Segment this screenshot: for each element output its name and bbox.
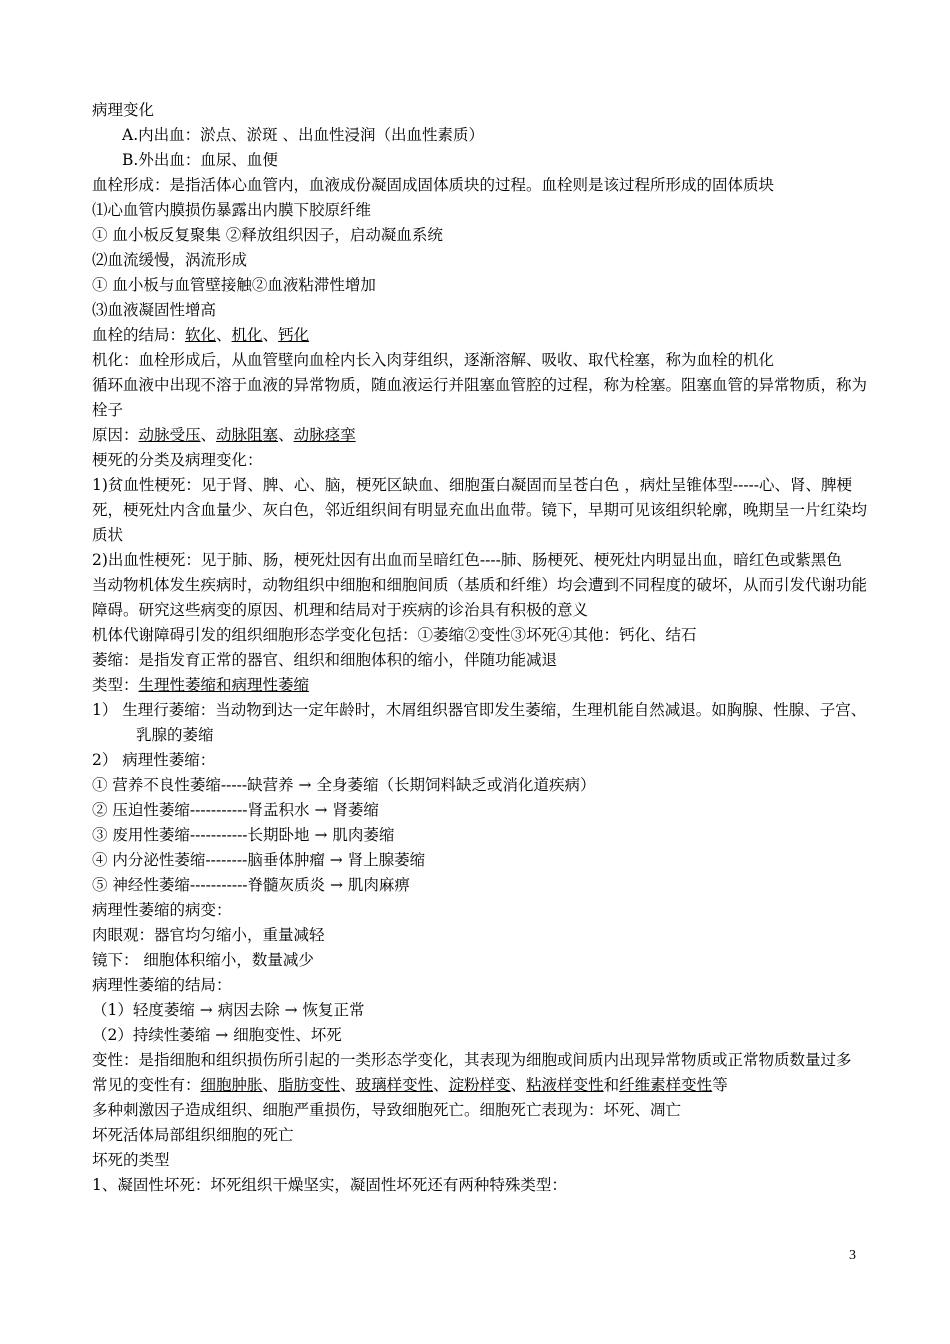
atrophy-types-value: 生理性萎缩和病理性萎缩 <box>138 676 310 694</box>
sep: 、 <box>200 426 217 444</box>
atrophy-lesion-heading: 病理性萎缩的病变： <box>92 901 232 919</box>
cell-death-line: 多种刺激因子造成组织、细胞严重损伤，导致细胞死亡。细胞死亡表现为：坏死、凋亡 <box>92 1101 682 1119</box>
page-content <box>92 98 872 1198</box>
sep: 、 <box>340 1076 356 1094</box>
mucoid-degeneration: 粘液样变性 <box>526 1076 604 1094</box>
morphology-changes-line: 机体代谢障碍引发的组织细胞形态学变化包括：①萎缩②变性③坏死④其他：钙化、结石 <box>92 626 697 644</box>
sep: 、 <box>216 326 232 344</box>
atrophy-subtype-4: ④ 内分泌性萎缩--------脑垂体肿瘤 → 肾上腺萎缩 <box>92 851 426 869</box>
disease-intro-paragraph: 当动物机体发生疾病时，动物组织中细胞和细胞间质（基质和纤维）均会遭到不同程度的破坏，从而引发代谢功能障碍。研究这些病变的原因、机理和结局对于疾病的诊治具有积极的意义 <box>92 576 868 619</box>
embolism-definition: 循环血液中出现不溶于血液的异常物质，随血液运行并阻塞血管腔的过程，称为栓塞。阻塞血管的异常物质，称为栓子 <box>92 376 868 419</box>
amyloid-degeneration: 淀粉样变 <box>448 1076 511 1094</box>
hyaline-degeneration: 玻璃样变性 <box>355 1076 434 1094</box>
heading-pathology-changes: 病理变化 <box>92 101 155 119</box>
gross-observation: 肉眼观：器官均匀缩小，重量减轻 <box>92 926 325 944</box>
microscopic-observation: 镜下： 细胞体积缩小，数量减少 <box>92 951 314 969</box>
necrosis-definition: 坏死活体局部组织细胞的死亡 <box>92 1126 294 1144</box>
fibrinoid-degeneration: 纤维素样变性 <box>619 1076 713 1094</box>
page-number: 3 <box>849 1248 856 1263</box>
cause-item-2-detail: ① 血小板与血管壁接触②血液粘滞性增加 <box>92 276 376 294</box>
sep: 、 <box>510 1076 527 1094</box>
sep: 、 <box>262 1076 279 1094</box>
cause-compression: 动脉受压 <box>138 426 201 444</box>
sep: 和 <box>603 1076 620 1094</box>
atrophy-types <box>92 673 872 698</box>
degeneration-label: 常见的变性有： <box>92 1076 201 1094</box>
necrosis-types-heading: 坏死的类型 <box>92 1151 170 1169</box>
outcome-organization: 机化 <box>231 326 263 344</box>
external-bleeding-line: B.外出血：血尿、血便 <box>122 151 278 169</box>
outcome-calcification: 钙化 <box>278 326 310 344</box>
physiological-atrophy-item: 1） 生理行萎缩：当动物到达一定年龄时，木屑组织器官即发生萎缩，生理机能自然减退。如胸腺、性腺、子宫、乳腺的萎缩 <box>92 701 867 744</box>
atrophy-outcome-heading: 病理性萎缩的结局： <box>92 976 232 994</box>
sep: 、 <box>433 1076 449 1094</box>
atrophy-types-label: 类型： <box>92 676 139 694</box>
atrophy-subtype-3: ③ 废用性萎缩-----------长期卧地 → 肌肉萎缩 <box>92 826 395 844</box>
cell-swelling: 细胞肿胀 <box>200 1076 263 1094</box>
atrophy-subtype-1: ① 营养不良性萎缩-----缺营养 → 全身萎缩（长期饲料缺乏或消化道疾病） <box>92 776 596 794</box>
anemic-infarct-paragraph: 1)贫血性梗死：见于肾、脾、心、脑，梗死区缺血、细胞蛋白凝固而呈苍白色 ，病灶呈锥体型-----心、肾、脾梗死，梗死灶内含血量少、灰白色，邻近组织间有明显充血出血带。镜下，早期可见该组织轮廓，晚期呈一片红染均质状 <box>92 476 868 544</box>
fatty-degeneration: 脂肪变性 <box>278 1076 341 1094</box>
organization-definition: 机化：血栓形成后，从血管壁向血栓内长入肉芽组织，逐渐溶解、吸收、取代栓塞，称为血栓的机化 <box>92 351 775 369</box>
outcome-softening: 软化 <box>185 326 217 344</box>
sep: 、 <box>262 326 279 344</box>
atrophy-outcome-2: （2）持续性萎缩 → 细胞变性、坏死 <box>92 1026 342 1044</box>
thrombus-outcome <box>92 323 872 348</box>
cause-obstruction: 动脉阻塞 <box>216 426 279 444</box>
cause-item-1-detail: ① 血小板反复聚集 ②释放组织因子，启动凝血系统 <box>92 226 443 244</box>
atrophy-definition: 萎缩：是指发育正常的器官、组织和细胞体积的缩小，伴随功能减退 <box>92 651 558 669</box>
infarct-classification-heading: 梗死的分类及病理变化： <box>92 451 263 469</box>
atrophy-subtype-5: ⑤ 神经性萎缩-----------脊髓灰质炎 → 肌肉麻痹 <box>92 876 410 894</box>
pathological-atrophy-item: 2） 病理性萎缩： <box>92 751 216 769</box>
degeneration-definition: 变性：是指细胞和组织损伤所引起的一类形态学变化，其表现为细胞或间质内出现异常物质或正常物质数量过多 <box>92 1051 852 1069</box>
cause-item-2: ⑵血流缓慢，涡流形成 <box>92 251 248 269</box>
suffix: 等 <box>712 1076 728 1094</box>
hemorrhagic-infarct-paragraph: 2)出血性梗死：见于肺、肠，梗死灶因有出血而呈暗红色----肺、肠梗死、梗死灶内明显出血，暗红色或紫黑色 <box>92 551 842 569</box>
cause-line <box>92 423 872 448</box>
coagulative-necrosis: 1、凝固性坏死：坏死组织干燥坚实，凝固性坏死还有两种特殊类型： <box>92 1176 567 1194</box>
cause-item-3: ⑶血液凝固性增高 <box>92 301 217 319</box>
thrombus-outcome-label: 血栓的结局： <box>92 326 186 344</box>
sep: 、 <box>278 426 294 444</box>
cause-item-1: ⑴心血管内膜损伤暴露出内膜下胶原纤维 <box>92 201 372 219</box>
cause-label: 原因： <box>92 426 139 444</box>
thrombus-definition: 血栓形成：是指活体心血管内，血液成份凝固成固体质块的过程。血栓则是该过程所形成的固体质块 <box>92 176 775 194</box>
atrophy-subtype-2: ② 压迫性萎缩-----------肾盂积水 → 肾萎缩 <box>92 801 379 819</box>
atrophy-outcome-1: （1）轻度萎缩 → 病因去除 → 恢复正常 <box>92 1001 365 1019</box>
internal-bleeding-line: A.内出血：淤点、淤斑 、出血性浸润（出血性素质） <box>122 126 485 144</box>
common-degeneration-line <box>92 1073 872 1098</box>
cause-spasm: 动脉痉挛 <box>293 426 356 444</box>
